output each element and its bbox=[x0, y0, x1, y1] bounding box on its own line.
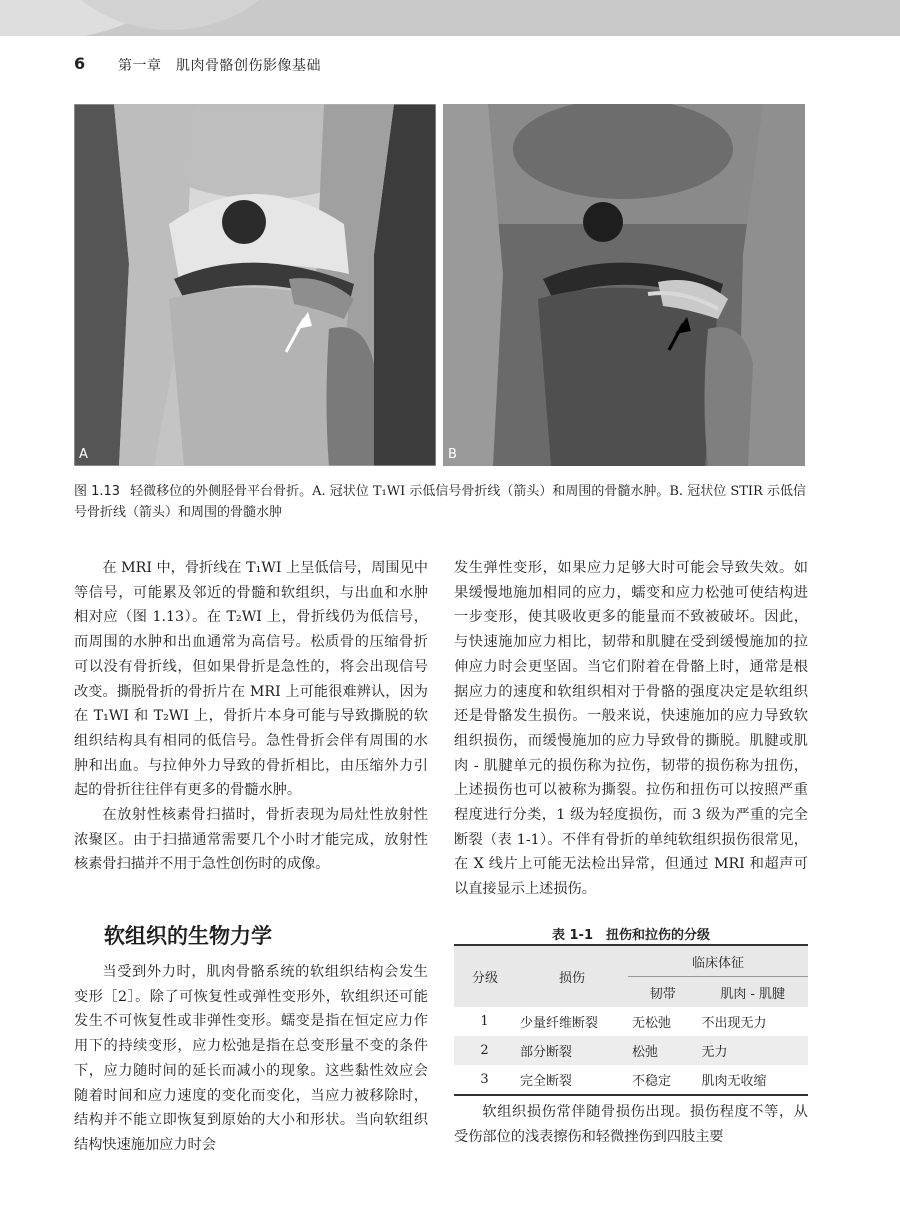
figure-caption bbox=[74, 481, 806, 523]
paragraph-biomechanics: 当受到外力时，肌肉骨骼系统的软组织结构会发生变形［2］。除了可恢复性或弹性变形外，软组织还可能发生不可恢复性或非弹性变形。蠕变是指在恒定应力作用下的持续变形，应力松弛是指在总变形量不变的条件下，应力随时间的延长而减小的现象。这些黏性效应会随着时间和应力速度的变化而变化，当应力被移除时，结构并不能立即恢复到原始的大小和形状。当向软组织结构快速施加应力时会 bbox=[74, 964, 428, 1153]
page-number: 6 bbox=[74, 54, 86, 73]
cell-grade: 3 bbox=[454, 1065, 516, 1095]
running-head: 第一章 肌肉骨骼创伤影像基础 bbox=[118, 58, 321, 74]
cell-ligament: 不稳定 bbox=[628, 1065, 697, 1095]
cell-ligament: 松弛 bbox=[628, 1036, 697, 1065]
top-banner bbox=[0, 0, 900, 36]
cell-injury: 部分断裂 bbox=[516, 1036, 628, 1065]
figure-panel-a bbox=[74, 104, 436, 466]
cell-ligament: 无松弛 bbox=[632, 1016, 672, 1031]
cell-grade: 2 bbox=[454, 1036, 516, 1065]
paragraph-bone-scan: 在放射性核素骨扫描时，骨折表现为局灶性放射性浓聚区。由于扫描通常需要几个小时才能完成，放射性核素骨扫描并不用于急性创伤时的成像。 bbox=[74, 807, 428, 873]
mri-stir-image bbox=[443, 104, 805, 466]
figure-caption-text: 轻微移位的外侧胫骨平台骨折。A. 冠状位 T₁WI 示低信号骨折线（箭头）和周围的骨髓水肿。B. 冠状位 STIR 示低信号骨折线（箭头）和周围的骨髓水肿 bbox=[74, 484, 806, 520]
mri-t1-image bbox=[74, 104, 436, 466]
cell-injury: 少量纤维断裂 bbox=[520, 1016, 599, 1031]
left-column-section bbox=[74, 960, 428, 1158]
figure-label: 图 1.13 bbox=[74, 484, 121, 499]
table-header-injury: 损伤 bbox=[516, 945, 628, 1007]
paragraph-mri: 在 MRI 中，骨折线在 T₁WI 上呈低信号，周围见中等信号，可能累及邻近的骨髓和软组织，与出血和水肿相对应（图 1.13）。在 T₂WI 上，骨折线仍为低信号，而周围的水肿和出血通常为高信号。松质骨的压缩骨折可以没有骨折线，但如果骨折是急性的，将会出现信号改变。撕脱骨折的骨折片在 MRI 上可能很难辨认，因为在 T₁WI 和 T₂WI 上，骨折片本身可能与导致撕脱的软组织结构具有相同的低信号。急性骨折会伴有周围的水肿和出血。与拉伸外力导致的骨折相比，由压缩外力引起的骨折往往伴有更多的骨髓水肿。 bbox=[74, 560, 428, 799]
table-header-grade: 分级 bbox=[454, 945, 516, 1007]
panel-letter-b: B bbox=[448, 447, 457, 462]
paragraph-continued: 发生弹性变形，如果应力足够大时可能会导致失效。如果缓慢地施加相同的应力，蠕变和应力松弛可使结构进一步变形，使其吸收更多的能量而不致被破坏。因此，与快速施加应力相比，韧带和肌腱在受到缓慢施加的拉伸应力时会更坚固。当它们附着在骨骼上时，通常是根据应力的速度和软组织相对于骨骼的强度决定是软组织还是骨骼发生损伤。一般来说，快速施加的应力导致软组织损伤，而缓慢施加的应力导致骨的撕脱。肌腱或肌肉 - 肌腱单元的损伤称为拉伤，韧带的损伤称为扭伤，上述损伤也可以被称为撕裂。拉伤和扭伤可以按照严重程度进行分类，1 级为轻度损伤，而 3 级为严重的完全断裂（表 1-1）。不伴有骨折的单纯软组织损伤很常见，在 X 线片上可能无法检出异常，但通过 MRI 和超声可以直接显示上述损伤。 bbox=[454, 560, 808, 898]
right-column-bottom bbox=[454, 1100, 808, 1149]
table-row bbox=[454, 1007, 808, 1036]
cell-muscle: 不出现无力 bbox=[701, 1016, 767, 1031]
table-header-ligament: 韧带 bbox=[628, 977, 697, 1008]
table-header-muscle: 肌肉 - 肌腱 bbox=[697, 977, 808, 1008]
panel-letter-a: A bbox=[79, 447, 88, 462]
table-row bbox=[454, 1036, 808, 1065]
table-header-clinical: 临床体征 bbox=[628, 945, 808, 977]
paragraph-soft-tissue: 软组织损伤常伴随骨损伤出现。损伤程度不等，从受伤部位的浅表擦伤和轻微挫伤到四肢主要 bbox=[454, 1104, 808, 1145]
table-title: 表 1-1 扭伤和拉伤的分级 bbox=[551, 928, 710, 943]
section-title: 软组织的生物力学 bbox=[104, 923, 272, 948]
grading-table bbox=[454, 944, 808, 1096]
right-column bbox=[454, 556, 808, 902]
cell-injury: 完全断裂 bbox=[516, 1065, 628, 1095]
left-column bbox=[74, 556, 428, 877]
table-row bbox=[454, 1065, 808, 1095]
figure-panel-b bbox=[443, 104, 805, 466]
cell-grade: 1 bbox=[480, 1014, 489, 1029]
cell-muscle: 肌肉无收缩 bbox=[697, 1065, 808, 1095]
cell-muscle: 无力 bbox=[697, 1036, 808, 1065]
